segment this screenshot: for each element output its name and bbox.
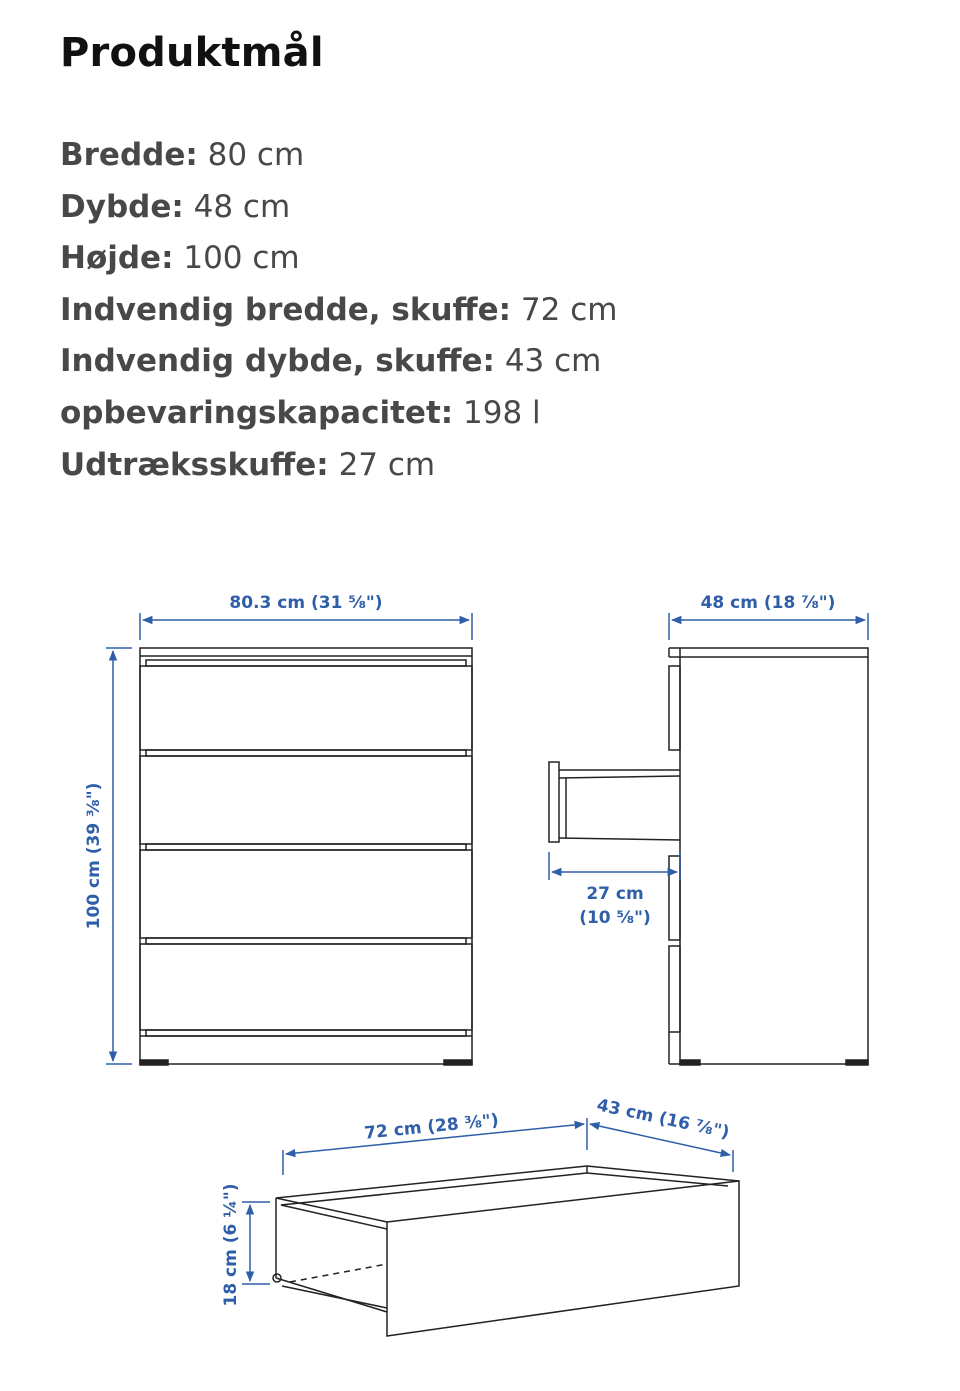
hidden-edge [290,1264,387,1282]
drawer-back-top [276,1166,587,1198]
spec-value: 48 cm [193,188,291,225]
front-foot [444,1060,472,1065]
spec-value: 72 cm [520,291,618,328]
spec-value: 80 cm [207,137,305,173]
drawer-left-top [276,1198,387,1222]
extension-dimension [549,852,680,880]
spec-value: 27 cm [338,446,436,483]
side-outline [680,648,868,1064]
drawer-width-label: 72 cm (28 ⅜") [363,1110,500,1144]
drawer-front-profile [549,762,559,842]
front-height-dimension [106,648,132,1064]
extension-label-cm: 27 cm [586,884,644,904]
side-depth-dimension [669,613,868,640]
spec-value: 43 cm [504,343,602,380]
spec-label: Indvendig dybde, skuffe: [60,343,495,380]
front-width-label: 80.3 cm (31 ⅝") [229,593,383,613]
drawer-side-profile [669,666,680,750]
front-height-label: 100 cm (39 ⅜") [84,782,104,930]
drawer-bottom-edge [276,1278,387,1312]
front-width-dimension [140,613,472,640]
pulled-out-drawer [549,762,680,842]
drawer-bottom-line [559,838,680,840]
side-foot [846,1060,868,1065]
drawer-side-top-inner [587,1173,728,1186]
spec-label: Udtræksskuffe: [60,446,329,483]
front-foot [140,1060,168,1065]
drawer-gap [146,660,466,666]
spec-label: Indvendig bredde, skuffe: [60,291,512,328]
side-view [669,648,868,1065]
front-outline [140,648,472,1064]
drawer-side-line [559,776,680,778]
drawer-gap [146,750,466,756]
drawer-isometric [273,1166,739,1336]
drawer-front [140,944,472,1030]
spec-label: opbevaringskapacitet: [60,394,454,431]
drawer-back-top-inner [281,1173,587,1205]
drawer-height-dimension [242,1202,270,1284]
drawer-left-top-inner [281,1205,387,1229]
drawer-front [140,850,472,938]
spec-value: 198 l [463,394,541,431]
drawer-side-profile [669,946,680,1032]
drawer-runner [282,1286,387,1308]
drawer-gap [146,844,466,850]
spec-value: 100 cm [183,240,300,277]
drawer-front [140,666,472,750]
drawer-height-label: 18 cm (6 ¼") [221,1183,241,1307]
spec-label: Højde: [60,240,174,277]
side-depth-label: 48 cm (18 ⅞") [700,593,836,613]
drawer-gap [146,1030,466,1036]
drawer-gap [146,938,466,944]
page-title: Produktmål [60,30,324,76]
spec-label: Bredde: [60,137,198,173]
drawer-front [140,756,472,844]
drawer-side-profile [669,856,680,940]
drawer-side-top [587,1166,739,1181]
drawer-depth-label: 43 cm (16 ⅞") [595,1095,732,1143]
drawer-front-panel [387,1181,739,1336]
spec-label: Dybde: [60,188,184,225]
front-view [140,648,472,1065]
side-foot [680,1060,700,1065]
extension-label-inch: (10 ⅝") [579,908,651,928]
